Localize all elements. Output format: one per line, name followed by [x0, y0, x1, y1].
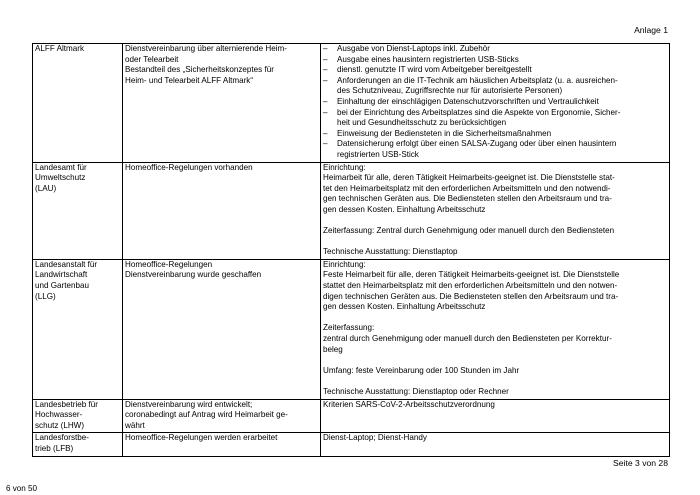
list-item-text: heit und Gesundheitsschutz zu berücksichtigen [337, 118, 507, 128]
detail-line: beleg [323, 344, 343, 354]
agency-name-cell [33, 162, 123, 259]
list-item [323, 97, 667, 108]
agency-name: Landesanstalt für [35, 259, 98, 269]
agency-name: (LLG) [35, 291, 56, 301]
agency-name: schutz (LHW) [35, 420, 85, 430]
agency-name: Landesbetrieb für [35, 399, 98, 409]
agency-name: Umweltschutz [35, 173, 86, 183]
detail-line: gen dessen Kosten. Einhaltung Arbeitsschutz [323, 302, 486, 312]
status-cell [123, 399, 321, 433]
detail-line: stattet den Heimarbeitsplatz mit den erforderlichen Arbeitsmitteln und den notwen- [323, 281, 618, 291]
table-row-lfb [33, 433, 670, 456]
status-line: Heim- und Telearbeit ALFF Altmark“ [125, 75, 254, 85]
detail-line: zentral durch Genehmigung oder manuell durch den Bediensteten per Korrektur- [323, 334, 612, 344]
agency-name-cell [33, 44, 123, 163]
agency-name-cell [33, 399, 123, 433]
paragraph-gap [323, 376, 667, 387]
status-cell [123, 162, 321, 259]
status-line: coronabedingt auf Antrag wird Heimarbeit ge- [125, 410, 288, 420]
detail-line: Einrichtung: [323, 259, 366, 269]
list-item-text: – bei der Einrichtung des Arbeitsplatzes sind die Aspekte von Ergonomie, Sicher- [337, 107, 621, 117]
list-item-text: – Anforderungen an die IT-Technik am häuslichen Arbeitsplatz (u. a. ausreichen- [337, 75, 618, 85]
status-cell [123, 44, 321, 163]
list-item-text: – dienstl. genutzte IT wird vom Arbeitgeber bereitgestellt [337, 65, 532, 75]
agency-name: Landesamt für [35, 162, 87, 172]
agency-name: Landesforstbe- [35, 433, 89, 443]
agency-name: trieb (LFB) [35, 443, 74, 453]
list-item [323, 65, 667, 76]
list-item [323, 44, 667, 55]
agency-name: und Gartenbau [35, 281, 90, 291]
paragraph-gap [323, 237, 667, 248]
agency-name-cell [33, 433, 123, 456]
list-item [323, 55, 667, 66]
list-item [323, 76, 667, 97]
status-line: Bestandteil des „Sicherheitskonzeptes für [125, 65, 274, 75]
list-item-text: registrierten USB-Stick [337, 149, 419, 159]
agency-name: Landwirtschaft [35, 270, 88, 280]
page-number: Seite 3 von 28 [613, 458, 668, 468]
list-item-text: – Einweisung der Bediensteten in die Sicherheitsmaßnahmen [337, 128, 552, 138]
list-item-text: – Ausgabe von Dienst-Laptops inkl. Zubehör [337, 44, 490, 53]
detail-line: gen dessen Kosten. Einhaltung Arbeitsschutz [323, 204, 486, 214]
detail-line: Kriterien SARS-CoV-2-Arbeitsschutzverordnung [323, 399, 495, 409]
agency-name: ALFF Altmark [35, 44, 85, 53]
status-line: Homeoffice-Regelungen vorhanden [125, 162, 253, 172]
measures-list [323, 44, 667, 161]
status-line: oder Telearbeit [125, 54, 179, 64]
detail-line: Technische Ausstattung: Dienstlaptop oder Rechner [323, 387, 509, 396]
table-row-lau [33, 162, 670, 259]
detail-line: Einrichtung: [323, 162, 366, 172]
status-line: Homeoffice-Regelungen [125, 259, 213, 269]
status-cell [123, 433, 321, 456]
detail-line: Zeiterfassung: [323, 323, 375, 333]
detail-line: Technische Ausstattung: Dienstlaptop [323, 247, 458, 257]
agency-table [32, 43, 670, 457]
list-item-text: des Schutzniveau, Zugriffsrechte nur für autorisierte Personen) [337, 86, 563, 96]
table-row-llg [33, 259, 670, 399]
status-line: Homeoffice-Regelungen werden erarbeitet [125, 433, 278, 443]
details-cell [321, 44, 670, 163]
table-row-lhw [33, 399, 670, 433]
detail-line: Umfang: feste Vereinbarung oder 100 Stunden im Jahr [323, 365, 520, 375]
paragraph-gap [323, 216, 667, 227]
paragraph-gap [323, 313, 667, 324]
details-cell [321, 259, 670, 399]
detail-line: Feste Heimarbeit für alle, deren Tätigkeit Heimarbeits-geeignet ist. Die Dienststelle [323, 270, 620, 280]
table-row-alff [33, 44, 670, 163]
list-item-text: – Ausgabe eines hausintern registrierten USB-Sticks [337, 54, 519, 64]
status-line: Dienstvereinbarung über alternierende Heim- [125, 44, 287, 53]
detail-line: Heimarbeit für alle, deren Tätigkeit Heimarbeits-geeignet ist. Die Dienststelle stat- [323, 173, 615, 183]
list-item [323, 139, 667, 160]
list-item-text: – Datensicherung erfolgt über einen SALSA-Zugang oder über einen hausintern [337, 139, 617, 149]
detail-line: Dienst-Laptop; Dienst-Handy [323, 433, 427, 443]
status-cell [123, 259, 321, 399]
status-line: Dienstvereinbarung wurde geschaffen [125, 270, 262, 280]
footer-page-count: 6 von 50 [6, 484, 38, 493]
agency-name-cell [33, 259, 123, 399]
annex-label: Anlage 1 [634, 25, 668, 35]
paragraph-gap [323, 355, 667, 366]
agency-name: (LAU) [35, 183, 57, 193]
details-cell [321, 162, 670, 259]
detail-line: digen technischen Geräten aus. Die Bediensteten stellen den Arbeitsraum und tra- [323, 291, 619, 301]
status-line: währt [125, 420, 145, 430]
list-item [323, 108, 667, 129]
details-cell [321, 433, 670, 456]
list-item [323, 129, 667, 140]
detail-line: Zeiterfassung: Zentral durch Genehmigung oder manuell durch den Bediensteten [323, 226, 615, 236]
agency-name: Hochwasser- [35, 410, 83, 420]
status-line: Dienstvereinbarung wird entwickelt; [125, 399, 253, 409]
detail-line: tet den Heimarbeitsplatz mit den erforderlichen Arbeitsmitteln und den notwendi- [323, 183, 611, 193]
detail-line: gen technischen Geräten aus. Die Bediensteten stellen den Arbeitsraum und tra- [323, 194, 612, 204]
details-cell [321, 399, 670, 433]
list-item-text: – Einhaltung der einschlägigen Datenschutzvorschriften und Vertraulichkeit [337, 96, 599, 106]
